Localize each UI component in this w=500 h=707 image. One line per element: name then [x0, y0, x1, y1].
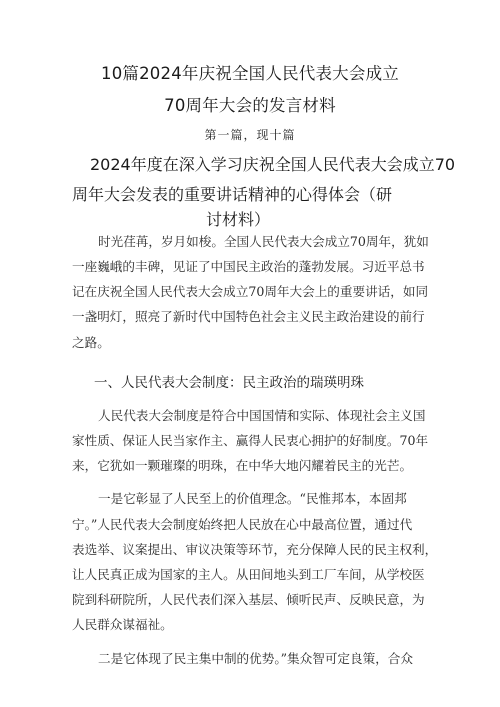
text-line: 来，它犹如一颗璀璨的明珠，在中华大地闪耀着民主的光芒。: [72, 458, 413, 473]
text-line: 让人民真正成为国家的主人。从田间地头到工厂车间，从学校医: [72, 567, 425, 582]
text-line: 一座巍峨的丰碑，见证了中国民主政治的蓬勃发展。习近平总书: [72, 259, 425, 274]
text-line: 院到科研院所，人民代表们深入基层、倾听民声、反映民意，为: [72, 592, 425, 607]
text-line: 时光荏苒，岁月如梭。全国人民代表大会成立70周年，犹如: [98, 234, 429, 249]
section-heading: 一、人民代表大会制度：民主政治的瑞瑛明珠: [94, 375, 364, 391]
text-line: 表选举、议案提出、审议决策等环节，充分保障人民的民主权利，: [72, 542, 438, 557]
text-line: 人民群众谋福祉。: [72, 617, 173, 632]
text-line: 宁。”人民代表大会制度始终把人民放在心中最高位置，通过代: [72, 517, 413, 532]
text-line: 一是它彰显了人民至上的价值理念。“民惟邦本，本固邦: [98, 491, 407, 506]
text-line: 一盏明灯，照亮了新时代中国特色社会主义民主政治建设的前行: [72, 309, 425, 324]
text-line: 家性质、保证人民当家作主、赢得人民衷心拥护的好制度。70年: [72, 433, 429, 448]
document-title-line-1: 10篇2024年庆祝全国人民代表大会成立: [101, 64, 399, 83]
text-line: 之路。: [72, 335, 110, 350]
section-label: 第一篇，现十篇: [204, 128, 296, 142]
document-title-line-2: 70周年大会的发言材料: [164, 96, 336, 115]
text-line: 人民代表大会制度是符合中国国情和实际、体现社会主义国: [98, 408, 426, 423]
text-line: 记在庆祝全国人民代表大会成立70周年大会上的重要讲话，如同: [72, 284, 429, 299]
article-title-line: 2024年度在深入学习庆祝全国人民代表大会成立70: [90, 155, 456, 174]
text-line: 二是它体现了民主集中制的优势。”集众智可定良策，合众: [98, 651, 413, 666]
article-title-line: 周年大会发表的重要讲话精神的心得体会（研: [72, 185, 393, 204]
article-title-line: 讨材料）: [206, 210, 271, 229]
